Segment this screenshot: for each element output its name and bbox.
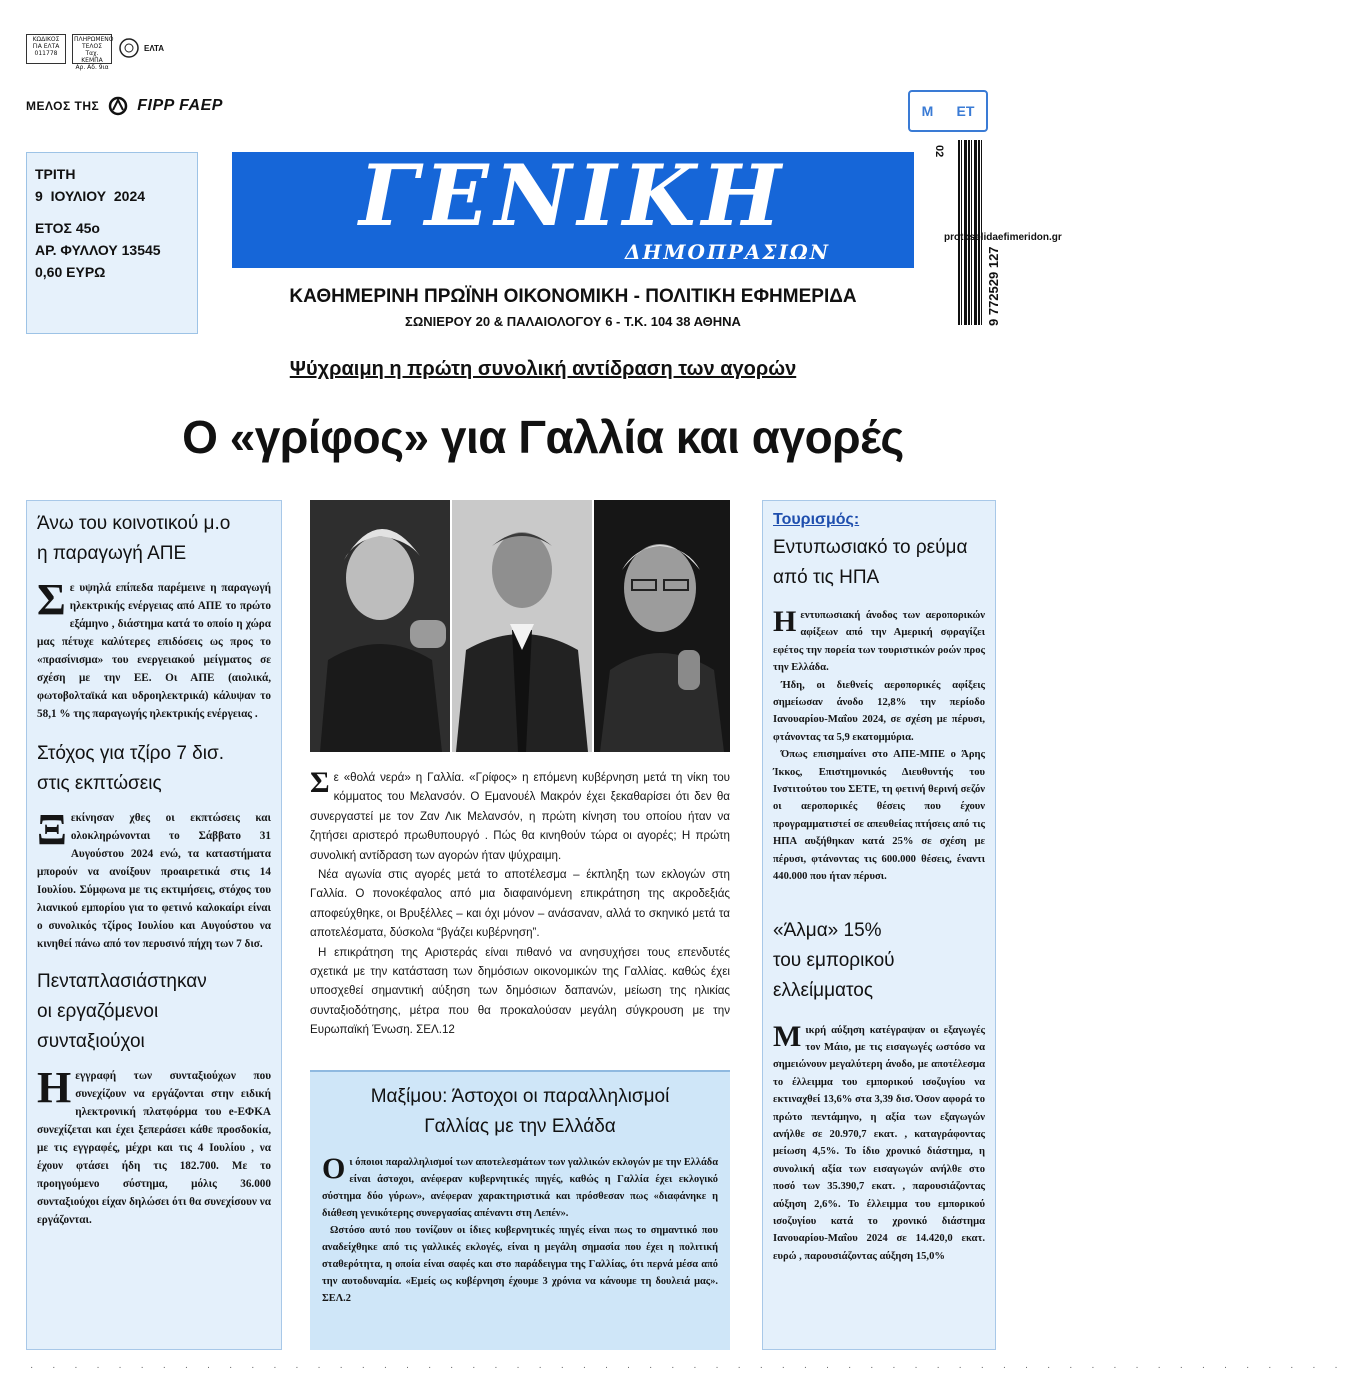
tagline: ΚΑΘΗΜΕΡΙΝΗ ΠΡΩΪΝΗ ΟΙΚΟΝΟΜΙΚΗ - ΠΟΛΙΤΙΚΗ ΕΦΗΜΕΡΙΔΑ bbox=[289, 286, 857, 307]
left-column bbox=[26, 500, 282, 1350]
sales-title: Στόχος για τζίρο 7 δισ. στις εκπτώσεις bbox=[37, 743, 224, 794]
photo-melenchon bbox=[594, 500, 730, 752]
issue-code: 02 bbox=[933, 145, 945, 158]
masthead bbox=[232, 146, 914, 268]
trade-deficit-title: «Άλμα» 15% του εμπορικού ελλείμματος bbox=[773, 919, 895, 1001]
masthead-subtitle: ΔΗΜΟΠΡΑΣΙΩΝ bbox=[624, 240, 830, 264]
issue-price: 0,60 ΕΥΡΩ bbox=[35, 264, 106, 280]
pensioners-body: Ηεγγραφή των συνταξιούχων που συνεχίζουν να εργάζονται στην ειδική ηλεκτρονική πλατφόρμα του e-ΕΦΚΑ συνεχίζεται και έχει ξεπεράσει κάθε προσδοκία, με τις εγγραφές, μέχρι και τις 4 Ιουλίου , να έχουν φτάσει ήδη τις 182.700. Με το προηγούμενο σύστημα, μόλις 36.000 συνταξιούχοι είχαν δηλώσει ότι θα συνεχίσουν να εργάζονται. bbox=[37, 1063, 271, 1226]
weekday: ΤΡΙΤΗ bbox=[35, 166, 76, 182]
right-column bbox=[762, 500, 996, 1350]
ape-title: Άνω του κοινοτικού μ.ο η παραγωγή ΑΠΕ bbox=[37, 513, 231, 564]
site-watermark: protoselidaefimeridon.gr bbox=[944, 232, 1062, 243]
kicker: Ψύχραιμη η πρώτη συνολική αντίδραση των αγορών bbox=[289, 358, 797, 380]
issue-date-box bbox=[26, 152, 198, 334]
bottom-edge: · · · · · · · · · · · · · · · · · · · · · · · · · · · · · · · · · · · · · · · · · · · · · · · · · · · · · · · · · · · · bbox=[30, 1362, 1346, 1373]
maximou-title: Μαξίμου: Άστοχοι οι παραλληλισμοί Γαλλίας με την Ελλάδα bbox=[370, 1086, 670, 1137]
elta-logo: ΕΛΤΑ bbox=[118, 34, 180, 62]
postage-paid-box: ΠΛΗΡΩΜΕΝΟ ΤΕΛΟΣ Ταχ. ΚΕΜΠΑ Αρ. Αδ. 9ια bbox=[74, 36, 114, 71]
address: ΣΩΝΙΕΡΟΥ 20 & ΠΑΛΑΙΟΛΟΓΟΥ 6 - Τ.Κ. 104 38 ΑΘΗΝΑ bbox=[405, 314, 741, 329]
fipp-logo-icon bbox=[107, 96, 129, 116]
masthead-title: ΓΕΝΙΚΗ bbox=[358, 146, 788, 245]
maximou-body: Οι όποιοι παραλληλισμοί των αποτελεσμάτων των γαλλικών εκλογών με την Ελλάδα είναι άστοχοι, ανέφεραν κυβερνητικές πηγές, καθώς η Γαλλία έχει εκλογικό σύστημα δύο γύρων», ανέφεραν χαρακτηριστικά και πρόσθεσαν πως «διαφάνηκε η διάθεση γενικότερης συνεργασίας απέναντι στη Λεπέν». Ωστόσο αυτό που τονίζουν οι ίδιες κυβερνητικές πηγές είναι πως το σημαντικό που αναδείχθηκε από τις γαλλικές εκλογές, είναι η μεγάλη σημασία που έχει η πολιτική σταθερότητα, η οποία είναι σαφές και στο παράδειγμα της Γαλλίας, ότι περνά μέσα από την αυτοδυναμία. «Εμείς ως κυβέρνηση έχουμε 3 χρόνια να κάνουμε τη δουλειά μας». ΣΕΛ.2 bbox=[322, 1152, 718, 1304]
center-paragraph-1: Σε «θολά νερά» η Γαλλία. «Γρίφος» η επόμενη κυβέρνηση μετά τη νίκη του κόμματος του Μελανσόν. Ο Εμανουέλ Μακρόν έχει ξεκαθαρίσει ότι δεν θα συνεργαστεί με τον Ζαν Λικ Μελανσόν, η πρώτη κίνηση του οποίου ήταν να ζητήσει αριστερό πρωθυπουργό . Πώς θα κινηθούν τώρα οι αγορές; Η πρώτη συνολική αντίδραση των αγορών ήταν ψύχραιμη. bbox=[310, 766, 730, 862]
sales-body: Ξεκίνησαν χθες οι εκπτώσεις και ολοκληρώνονται το Σάββατο 31 Αυγούστου 2024 ενώ, τα καταστήματα μπορούν να ανοίξουν προαιρετικά στις 14 Ιουλίου. Σύμφωνα με τις εκτιμήσεις, στόχος του λιανικού εμπορίου για το φετινό καλοκαίρι είναι ο συνολικός τζίρος Ιουλίου και Αυγούστου να κινηθεί πάνω από τον περυσινό πήχη των 7 δισ. bbox=[37, 805, 271, 950]
maximou-box bbox=[310, 1070, 730, 1350]
photo-le-pen bbox=[310, 500, 450, 752]
issue-year: ΕΤΟΣ 45ο bbox=[35, 220, 100, 236]
center-paragraph-3: Η επικράτηση της Αριστεράς είναι πιθανό να ανησυχήσει τους επενδυτές σχετικά με την κατάσταση των δημόσιων οικονομικών της Γαλλίας. καθώς έχει υποσχεθεί σημαντική αύξηση των δημόσιων δαπανών, μείωση της ηλικίας συνταξιοδότησης, μέτρα που θα προκαλούσαν μεγάλη σύγκρουση με την Ευρωπαϊκή Ένωση. ΣΕΛ.12 bbox=[310, 945, 730, 1037]
center-article bbox=[310, 768, 730, 1040]
tourism-body: Ηεντυπωσιακή άνοδος των αεροπορικών αφίξεων από την Αμερική σφραγίζει εφέτος την πορεία των τουριστικών ροών προς την Ελλάδα. Ήδη, οι διεθνείς αεροπορικές αφίξεις σημείωσαν άνοδο 12,8% την περίοδο Ιανουαρίου-Μαΐου 2024, σε σχέση με πέρυσι, φτάνοντας τα 5,9 εκατομμύρια. Όπως επισημαίνει στο ΑΠΕ-ΜΠΕ ο Άρης Ίκκος, Επιστημονικός Διευθυντής του Ινστιτούτου του ΣΕΤΕ, τη φετινή θερινή σεζόν οι αεροπορικές θέσεις που έχουν προγραμματιστεί σε απευθείας πτήσεις από τις ΗΠΑ αυξήθηκαν κατά 25% σε σχέση με πέρυσι, φτάνοντας τις 600.000 θέσεις, έναντι 440.000 που ήταν πέρυσι. bbox=[773, 605, 985, 883]
issue-date: 9 ΙΟΥΛΙΟΥ 2024 bbox=[35, 188, 146, 204]
tourism-label: Τουρισμός: bbox=[773, 511, 860, 528]
pensioners-title: Πενταπλασιάστηκαν οι εργαζόμενοι συνταξιούχοι bbox=[37, 971, 207, 1052]
center-paragraph-2: Νέα αγωνία στις αγορές μετά το αποτέλεσμα – έκπληξη των εκλογών στη Γαλλία. Ο πονοκέφαλος από μια διαφαινόμενη επικράτηση της ακροδεξιάς αποφεύχθηκε, οι Βρυξέλλες – και όχι μόνον – ανάσαναν, αλλά το σκηνικό μετά τα αποτελέσματα, δύσκολα “βγάζει κυβέρνηση”. bbox=[310, 868, 730, 940]
issue-number: ΑΡ. ΦΥΛΛΟΥ 13545 bbox=[35, 242, 161, 258]
barcode-number: 9 772529 127 bbox=[986, 246, 1001, 326]
met-badge: Μ ΕΤ bbox=[908, 90, 988, 132]
photo-macron bbox=[452, 500, 592, 752]
postal-code-box: ΚΩΔΙΚΟΣ ΓΙΑ ΕΛΤΑ 011778 bbox=[26, 34, 66, 64]
trade-deficit-body: Μικρή αύξηση κατέγραψαν οι εξαγωγές τον Μάιο, με τις εισαγωγές ωστόσο να σημειώνουν μεγαλύτερη άνοδο, με αποτέλεσμα το έλλειμμα του εμπορικού ισοζυγίου να εκτιναχθεί 13,6% στα 3,39 δισ. Όσον αφορά το πρώτο πεντάμηνο, η αξία των εξαγωγών ανήλθε σε 20.970,7 εκατ. , καταγράφοντας μείωση 4,5%. Το ίδιο χρονικό διάστημα, η συνολική αξία των εισαγωγών ανήλθε στο ποσό των 35.390,7 εκατ. , παρουσιάζοντας αύξηση 2,6%. Το έλλειμμα του εμπορικού ισοζυγίου κατά το χρονικό διάστημα Ιανουαρίου-Μαΐου 2024 σε 14.420,0 εκατ. ευρώ , παρουσιάζοντας αύξηση 15,0% bbox=[773, 1019, 985, 1262]
elta-seal-icon bbox=[118, 37, 140, 59]
main-headline: Ο «γρίφος» για Γαλλία και αγορές bbox=[182, 411, 904, 463]
tourism-title: Εντυπωσιακό το ρεύμα από τις ΗΠΑ bbox=[773, 537, 968, 588]
ape-body: Σε υψηλά επίπεδα παρέμεινε η παραγωγή ηλεκτρικής ενέργειας από ΑΠΕ το πρώτο εξάμηνο , διάστημα κατά το οποίο η χώρα μας πέτυχε καλύτερες επιδόσεις ως προς το «πρασίνισμα» του ενεργειακού μείγματος σε σχέση με την ΕΕ. Οι ΑΠΕ (αιολικά, φωτοβολταϊκά και υδροηλεκτρικά) κάλυψαν το 58,1 % της παραγωγής ηλεκτρικής ενέργειας . bbox=[37, 575, 271, 720]
membership-line: ΜΕΛΟΣ ΤΗΣ FIPP FAEP bbox=[26, 97, 223, 114]
